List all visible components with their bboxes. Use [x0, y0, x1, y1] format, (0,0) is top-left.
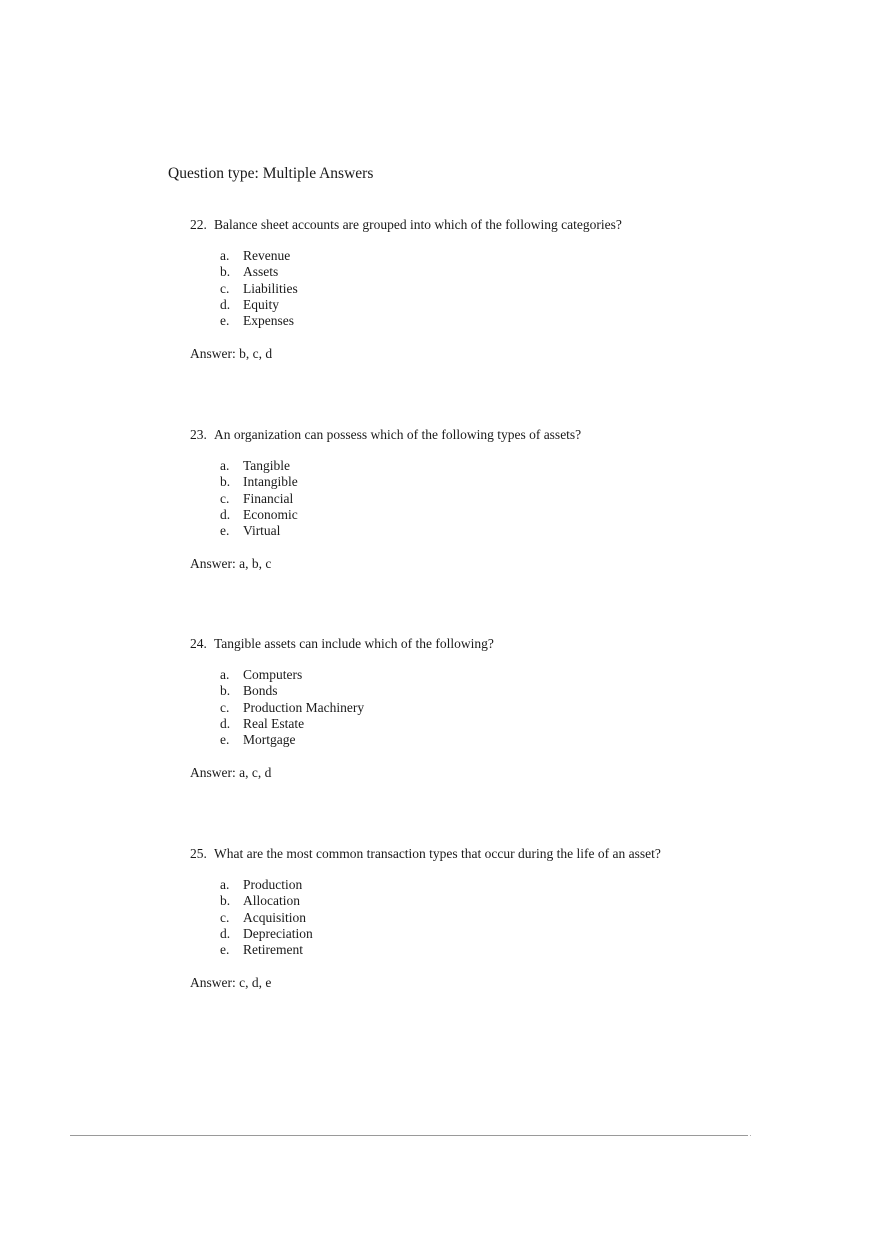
page-heading: Question type: Multiple Answers: [168, 165, 374, 182]
question-25: [190, 845, 810, 991]
option-text: Bonds: [243, 683, 278, 699]
answer-line: Answer: c, d, e: [190, 975, 272, 991]
option-list: [220, 877, 810, 958]
option-item: [220, 926, 810, 942]
question-text: [190, 426, 810, 443]
option-item: [220, 507, 810, 523]
question-prompt: Balance sheet accounts are grouped into which of the following categories?: [214, 217, 622, 232]
option-item: [220, 893, 810, 909]
option-letter: c.: [220, 280, 230, 296]
option-text: Mortgage: [243, 732, 296, 748]
option-item: [220, 942, 810, 958]
question-number: 22.: [190, 217, 207, 232]
option-list: [220, 667, 810, 748]
footer-mark: [750, 1135, 751, 1136]
option-letter: e.: [220, 732, 230, 748]
option-letter: a.: [220, 458, 230, 473]
option-item: [220, 877, 810, 893]
option-text: Assets: [243, 264, 279, 280]
option-item: [220, 458, 810, 474]
option-item: [220, 732, 810, 748]
answer-line: Answer: a, c, d: [190, 765, 272, 781]
option-text: Revenue: [243, 248, 291, 263]
question-23: [190, 426, 810, 572]
option-text: Virtual: [243, 523, 281, 539]
option-item: [220, 264, 810, 280]
option-item: [220, 910, 810, 926]
option-item: [220, 297, 810, 313]
question-text: [190, 635, 810, 652]
option-text: Computers: [243, 667, 303, 682]
option-text: Liabilities: [243, 280, 298, 296]
option-item: [220, 523, 810, 539]
question-text: [190, 845, 810, 862]
option-item: [220, 248, 810, 264]
option-letter: b.: [220, 893, 231, 909]
option-text: Production Machinery: [243, 699, 365, 715]
option-letter: e.: [220, 523, 230, 539]
question-number: 24.: [190, 636, 207, 651]
option-letter: d.: [220, 715, 231, 731]
option-text: Real Estate: [243, 715, 305, 731]
option-letter: e.: [220, 942, 230, 958]
option-letter: b.: [220, 474, 231, 490]
option-list: [220, 248, 810, 329]
option-item: [220, 474, 810, 490]
option-letter: d.: [220, 296, 231, 312]
option-text: Equity: [243, 296, 279, 312]
option-letter: d.: [220, 925, 231, 941]
option-text: Economic: [243, 506, 298, 522]
question-24: [190, 635, 810, 781]
question-prompt: Tangible assets can include which of the following?: [214, 636, 494, 651]
question-text: [190, 216, 810, 233]
option-letter: a.: [220, 667, 230, 682]
option-text: Intangible: [243, 474, 298, 490]
option-item: [220, 281, 810, 297]
option-text: Expenses: [243, 313, 294, 329]
answer-line: Answer: b, c, d: [190, 346, 273, 362]
option-letter: c.: [220, 909, 230, 925]
option-text: Acquisition: [243, 909, 306, 925]
option-item: [220, 667, 810, 683]
question-22: [190, 216, 810, 362]
question-number: 25.: [190, 846, 207, 861]
option-text: Tangible: [243, 458, 291, 473]
option-letter: c.: [220, 490, 230, 506]
option-item: [220, 683, 810, 699]
option-letter: d.: [220, 506, 231, 522]
option-item: [220, 491, 810, 507]
option-text: Retirement: [243, 942, 303, 958]
option-letter: e.: [220, 313, 230, 329]
option-letter: b.: [220, 683, 231, 699]
option-text: Production: [243, 877, 303, 892]
option-item: [220, 716, 810, 732]
option-item: [220, 700, 810, 716]
option-text: Allocation: [243, 893, 300, 909]
option-letter: a.: [220, 877, 230, 892]
option-letter: c.: [220, 699, 230, 715]
option-list: [220, 458, 810, 539]
option-item: [220, 313, 810, 329]
option-letter: a.: [220, 248, 230, 263]
question-prompt: What are the most common transaction types that occur during the life of an asset?: [214, 846, 661, 861]
footer-divider: [70, 1135, 748, 1136]
option-text: Financial: [243, 490, 294, 506]
option-letter: b.: [220, 264, 231, 280]
option-text: Depreciation: [243, 925, 313, 941]
question-prompt: An organization can possess which of the following types of assets?: [214, 427, 582, 442]
question-number: 23.: [190, 427, 207, 442]
answer-line: Answer: a, b, c: [190, 556, 272, 572]
